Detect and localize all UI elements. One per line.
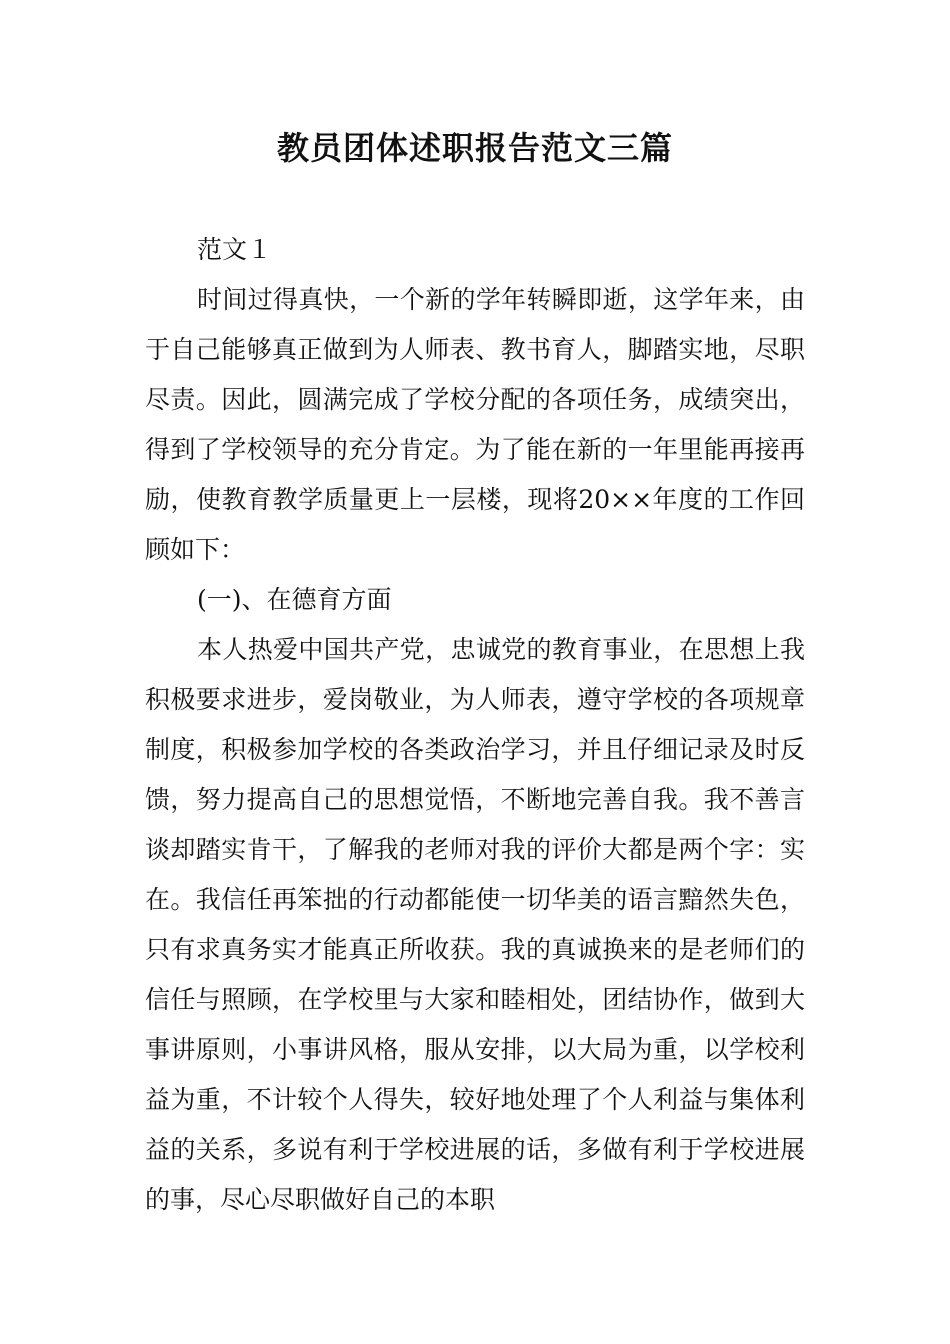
paragraph-section-heading-moral-education: (一)、在德育方面 (197, 585, 392, 614)
paragraph-moral-education: 本人热爱中国共产党，忠诚党的教育事业，在思想上我积极要求进步，爱岗敬业，为人师表，遵守学校的各项规章制度，积极参加学校的各类政治学习，并且仔细记录及时反馈，努力提高自己的思想觉悟，不断地完善自我。我不善言谈却踏实肯干，了解我的老师对我的评价大都是两个字：实在。我信任再笨拙的行动都能使一切华美的语言黯然失色，只有求真务实才能真正所收获。我的真诚换来的是老师们的信任与照顾，在学校里与大家和睦相处，团结协作，做到大事讲原则，小事讲风格，服从安排，以大局为重，以学校利益为重，不计较个人得失，较好地处理了个人利益与集体利益的关系，多说有利于学校进展的话，多做有利于学校进展的事，尽心尽职做好自己的本职 (145, 635, 805, 1214)
paragraph-heading-sample-1: 范文１ (197, 235, 273, 264)
document-title: 教员团体述职报告范文三篇 (276, 129, 673, 167)
document-body (145, 225, 805, 1225)
paragraph-intro: 时间过得真快，一个新的学年转瞬即逝，这学年来，由于自己能够真正做到为人师表、教书育人，脚踏实地，尽职尽责。因此，圆满完成了学校分配的各项任务，成绩突出，得到了学校领导的充分肯定。为了能在新的一年里能再接再励，使教育教学质量更上一层楼，现将20××年度的工作回顾如下： (145, 285, 805, 564)
